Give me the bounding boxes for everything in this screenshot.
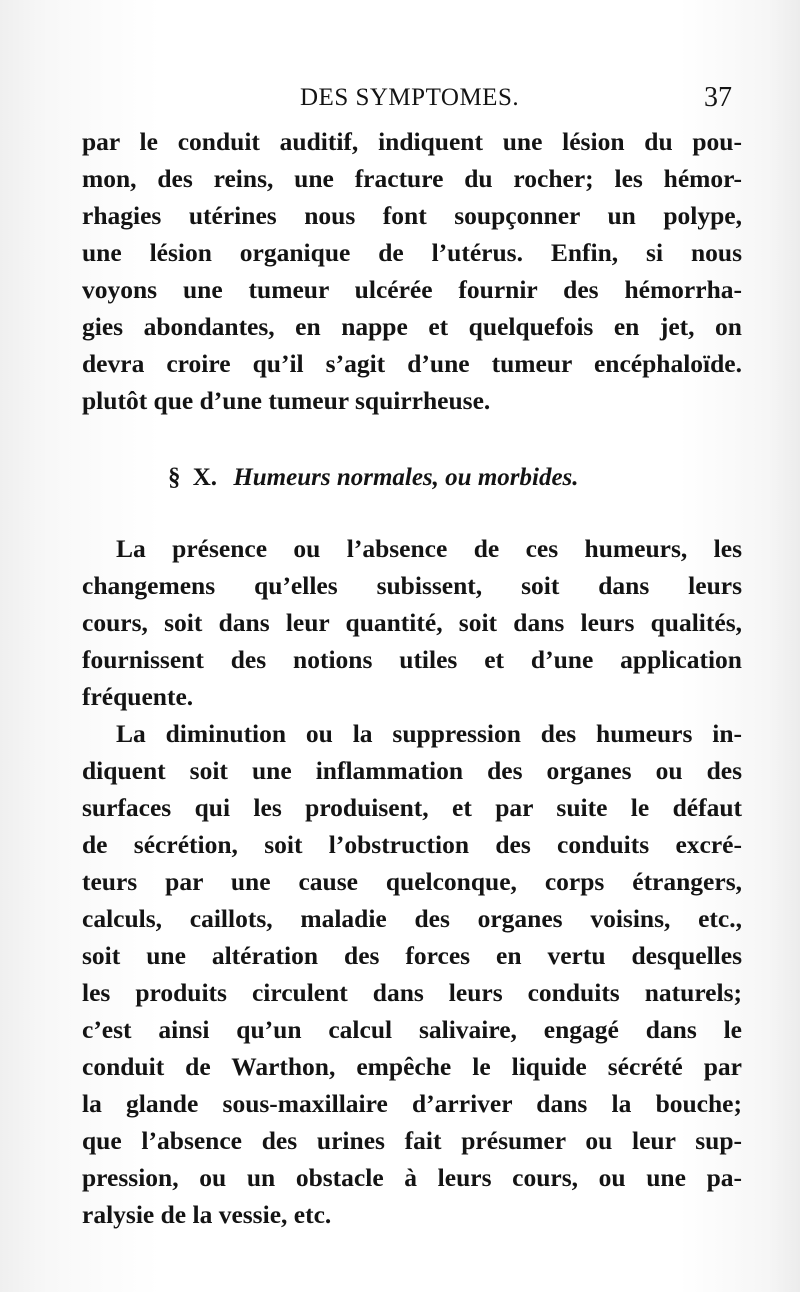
text-line: la glande sous-maxillaire d’arriver dans la bouche; (82, 1089, 742, 1118)
text-line: que l’absence des urines fait présumer ou leur sup- (82, 1126, 742, 1155)
section-number: X. (192, 464, 218, 491)
paragraph-diminution (82, 715, 742, 1233)
text-line: rhagies utérines nous font soupçonner un polype, (82, 201, 742, 230)
text-line: La diminution ou la suppression des humeurs in- (116, 719, 742, 748)
text-line: une lésion organique de l’utérus. Enfin, si nous (82, 238, 742, 267)
text-line: par le conduit auditif, indiquent une lésion du pou- (82, 127, 742, 156)
text-line: surfaces qui les produisent, et par suite le défaut (82, 793, 742, 822)
text-line: voyons une tumeur ulcérée fournir des hémorrha- (82, 275, 742, 304)
text-line: de sécrétion, soit l’obstruction des conduits excré- (82, 830, 742, 859)
text-line: mon, des reins, une fracture du rocher; les hémor- (82, 164, 742, 193)
text-line: c’est ainsi qu’un calcul salivaire, engagé dans le (82, 1015, 742, 1044)
running-title: DES SYMPTOMES. (300, 84, 520, 111)
page-number: 37 (704, 82, 732, 113)
paragraph-continuation (82, 123, 742, 419)
section-sign: § (168, 464, 181, 491)
text-line: cours, soit dans leur quantité, soit dans leurs qualités, (82, 608, 742, 637)
text-line: La présence ou l’absence de ces humeurs, les (116, 534, 742, 563)
text-line: calculs, caillots, maladie des organes voisins, etc., (82, 904, 742, 933)
text-line: ralysie de la vessie, etc. (82, 1200, 332, 1229)
section-heading (82, 459, 742, 496)
text-line: fournissent des notions utiles et d’une application (82, 645, 742, 674)
text-line: conduit de Warthon, empêche le liquide sécrété par (82, 1052, 742, 1081)
text-line: gies abondantes, en nappe et quelquefois en jet, on (82, 312, 742, 341)
paragraph-humeurs (82, 530, 742, 715)
section-title: Humeurs normales, ou morbides. (233, 464, 579, 491)
text-line: devra croire qu’il s’agit d’une tumeur encéphaloïde. (82, 349, 742, 378)
text-line: plutôt que d’une tumeur squirrheuse. (82, 386, 491, 415)
text-line: fréquente. (82, 682, 194, 711)
page-body (82, 123, 742, 1233)
text-line: changemens qu’elles subissent, soit dans leurs (82, 571, 742, 600)
text-line: les produits circulent dans leurs conduits naturels; (82, 978, 742, 1007)
text-line: soit une altération des forces en vertu desquelles (82, 941, 742, 970)
text-line: pression, ou un obstacle à leurs cours, ou une pa- (82, 1163, 742, 1192)
page-header (0, 80, 800, 120)
text-line: teurs par une cause quelconque, corps étrangers, (82, 867, 742, 896)
text-line: diquent soit une inflammation des organes ou des (82, 756, 742, 785)
